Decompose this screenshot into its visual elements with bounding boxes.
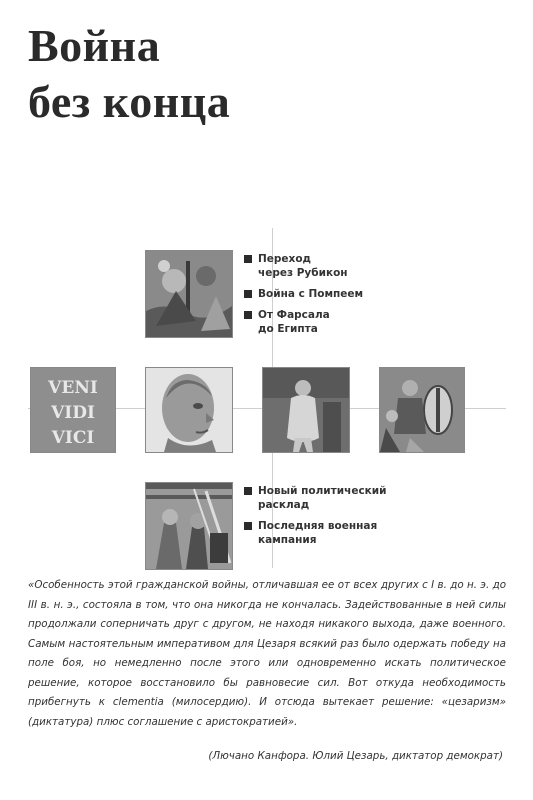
square-bullet-icon xyxy=(244,522,252,530)
epigraph-quote: «Особенность этой гражданской войны, отличавшая ее от всех других с I в. до н. э. до III в. н. э., состояла в том, что она никогда не кончалась. Задействованные в ней силы продолжали соперничать друг с другом, не находя никакого выхода, даже военного. Самым настоятельным императивом для Цезаря всякий раз было одержать победу на поле боя, но немедленно после этого или одновременно искать политическое решение, которое восстановило бы равновесие сил. Вот откуда необходимость прибегнуть к clementia (милосердию). И отсюда вытекает решение: «цезаризм» (диктатура) плюс соглашение с аристократией». xyxy=(28,579,506,728)
chapter-label-cont: через Рубикон xyxy=(258,267,348,279)
coin-word-3: VICI xyxy=(51,428,95,448)
chapter-item-rubicon[interactable] xyxy=(244,252,363,280)
caesar-bust-image[interactable] xyxy=(145,367,233,453)
chapter-item-political-layout[interactable] xyxy=(244,484,387,512)
chapter-label: Война с Помпеем xyxy=(258,288,364,300)
square-bullet-icon xyxy=(244,255,252,263)
rubicon-crossing-illustration xyxy=(146,251,232,337)
chapter-item-pompey-war[interactable] xyxy=(244,287,363,301)
square-bullet-icon xyxy=(244,487,252,495)
square-bullet-icon xyxy=(244,290,252,298)
chapter-label: От Фарсала xyxy=(258,309,330,321)
caesar-bust-illustration xyxy=(146,368,232,452)
cleopatra-image[interactable] xyxy=(262,367,350,453)
chapter-item-last-campaign[interactable] xyxy=(244,519,387,547)
title-line-2: без конца xyxy=(28,76,231,127)
chapter-label-cont: кампания xyxy=(258,534,317,546)
chapter-item-pharsalus-egypt[interactable] xyxy=(244,308,363,336)
roman-legion-image[interactable] xyxy=(145,482,233,570)
battle-scene-image[interactable] xyxy=(379,367,465,453)
square-bullet-icon xyxy=(244,311,252,319)
battle-scene-illustration xyxy=(380,368,464,452)
coin-word-2: VIDI xyxy=(51,403,95,423)
veni-vidi-vici-coin-image[interactable] xyxy=(30,367,116,453)
cleopatra-illustration xyxy=(263,368,349,452)
chapter-label: Переход xyxy=(258,253,312,265)
quote-source: (Лючано Канфора. Юлий Цезарь, диктатор демократ) xyxy=(208,750,503,762)
coin-word-1: VENI xyxy=(48,378,98,398)
page-title xyxy=(28,18,230,130)
roman-legion-illustration xyxy=(146,483,232,569)
rubicon-crossing-image[interactable] xyxy=(145,250,233,338)
chapter-list-top xyxy=(244,252,363,343)
chapter-list-bottom xyxy=(244,484,387,554)
veni-vidi-vici-illustration xyxy=(31,368,115,452)
chapter-label: Последняя военная xyxy=(258,520,378,532)
chapter-label: Новый политический xyxy=(258,485,387,497)
title-line-1: Война xyxy=(28,20,161,71)
chapter-label-cont: расклад xyxy=(258,499,310,511)
chapter-label-cont: до Египта xyxy=(258,323,318,335)
